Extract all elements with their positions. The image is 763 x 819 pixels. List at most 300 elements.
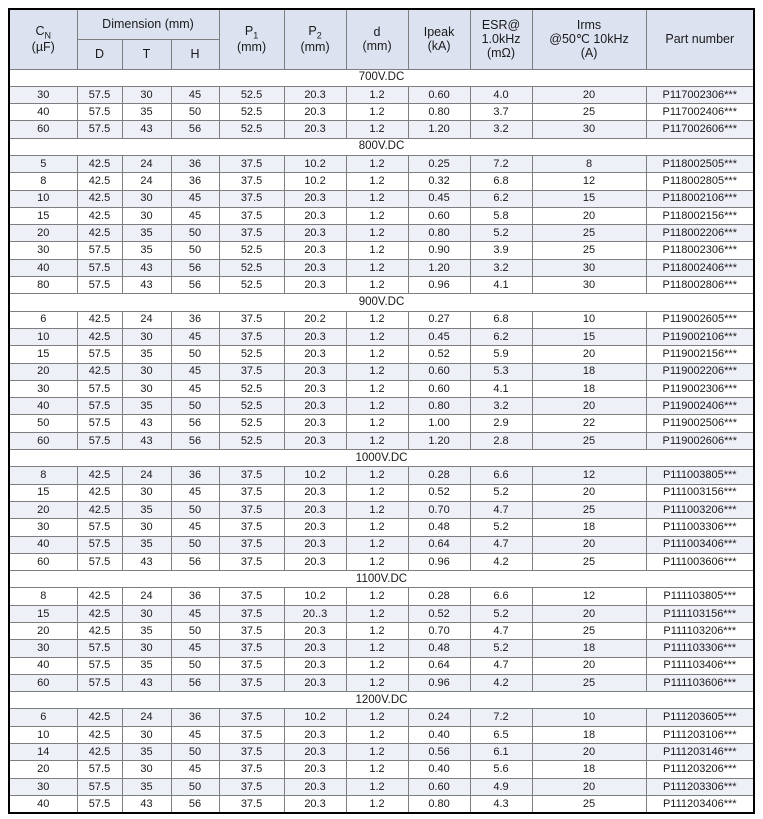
table-cell: 20.3 (284, 761, 346, 778)
table-cell: 30 (122, 363, 171, 380)
table-cell: 5.2 (470, 225, 532, 242)
col-header-p1 (219, 9, 284, 69)
table-cell: 1.2 (346, 328, 408, 345)
table-cell: 40 (9, 104, 77, 121)
table-cell: 20 (532, 484, 646, 501)
p1-unit: (mm) (236, 40, 267, 55)
table-cell: 20.3 (284, 744, 346, 761)
table-cell: 1.2 (346, 536, 408, 553)
table-cell: 5.2 (470, 519, 532, 536)
table-cell: 37.5 (219, 207, 284, 224)
table-cell: 0.56 (408, 744, 470, 761)
table-row (9, 104, 754, 121)
table-cell: 0.24 (408, 709, 470, 726)
table-cell: 5 (9, 155, 77, 172)
table-cell: 8 (532, 155, 646, 172)
table-cell: 0.90 (408, 242, 470, 259)
table-cell: 45 (171, 380, 219, 397)
table-cell: 30 (122, 761, 171, 778)
table-cell: 45 (171, 328, 219, 345)
table-cell: 12 (532, 173, 646, 190)
table-cell: 18 (532, 726, 646, 743)
table-cell: 1.2 (346, 398, 408, 415)
table-cell: 20..3 (284, 605, 346, 622)
table-cell: P111103156*** (646, 605, 754, 622)
table-cell: 60 (9, 121, 77, 138)
table-cell: 1.2 (346, 104, 408, 121)
table-row (9, 432, 754, 449)
table-cell: 40 (9, 398, 77, 415)
table-body (9, 69, 754, 813)
table-cell: 57.5 (77, 398, 122, 415)
table-cell: 4.7 (470, 657, 532, 674)
table-cell: 1.2 (346, 726, 408, 743)
table-cell: 20.3 (284, 121, 346, 138)
table-cell: 50 (171, 744, 219, 761)
table-cell: 25 (532, 432, 646, 449)
table-row (9, 674, 754, 691)
table-cell: 52.5 (219, 259, 284, 276)
table-cell: 10 (532, 311, 646, 328)
table-cell: 20.3 (284, 259, 346, 276)
table-cell: 25 (532, 674, 646, 691)
section-title-row (9, 294, 754, 311)
table-cell: 30 (9, 778, 77, 795)
table-cell: P118002505*** (646, 155, 754, 172)
table-cell: 57.5 (77, 104, 122, 121)
esr-line1: ESR@ (481, 17, 521, 32)
table-cell: 4.1 (470, 277, 532, 294)
table-row (9, 380, 754, 397)
table-cell: 15 (532, 328, 646, 345)
table-cell: 0.80 (408, 398, 470, 415)
table-cell: 24 (122, 173, 171, 190)
table-cell: 20.3 (284, 363, 346, 380)
esr-line3: (mΩ) (486, 46, 516, 61)
table-cell: 1.2 (346, 657, 408, 674)
table-cell: 52.5 (219, 86, 284, 103)
table-cell: 37.5 (219, 553, 284, 570)
table-cell: 15 (9, 207, 77, 224)
table-cell: 1.2 (346, 623, 408, 640)
d-unit: (mm) (362, 39, 392, 54)
col-header-cn (9, 9, 77, 69)
table-cell: 24 (122, 467, 171, 484)
table-cell: 57.5 (77, 778, 122, 795)
table-cell: 6.5 (470, 726, 532, 743)
table-cell: 50 (171, 501, 219, 518)
table-cell: 42.5 (77, 588, 122, 605)
table-cell: 20.3 (284, 519, 346, 536)
table-cell: 45 (171, 605, 219, 622)
table-cell: 37.5 (219, 501, 284, 518)
table-cell: P119002606*** (646, 432, 754, 449)
table-cell: 43 (122, 674, 171, 691)
table-cell: 0.60 (408, 86, 470, 103)
table-cell: 42.5 (77, 709, 122, 726)
table-cell: P119002306*** (646, 380, 754, 397)
irms-line2: @50℃ 10kHz (549, 32, 629, 47)
table-cell: 1.2 (346, 121, 408, 138)
table-row (9, 173, 754, 190)
table-cell: 45 (171, 726, 219, 743)
table-cell: 15 (532, 190, 646, 207)
table-cell: 20.3 (284, 501, 346, 518)
table-cell: 56 (171, 553, 219, 570)
table-cell: 45 (171, 363, 219, 380)
table-cell: 35 (122, 346, 171, 363)
table-cell: 20.2 (284, 311, 346, 328)
table-cell: 20.3 (284, 674, 346, 691)
table-cell: 24 (122, 588, 171, 605)
table-cell: 30 (122, 726, 171, 743)
table-row (9, 277, 754, 294)
table-cell: 30 (122, 519, 171, 536)
header-row-1 (9, 9, 754, 39)
table-cell: 43 (122, 415, 171, 432)
table-cell: 8 (9, 467, 77, 484)
table-cell: 20.3 (284, 225, 346, 242)
table-cell: 50 (171, 346, 219, 363)
p1-base: P (244, 23, 254, 38)
table-cell: 57.5 (77, 277, 122, 294)
table-cell: 30 (532, 277, 646, 294)
table-cell: 52.5 (219, 432, 284, 449)
table-cell: 0.80 (408, 225, 470, 242)
table-cell: 20.3 (284, 795, 346, 812)
section-title: 1000V.DC (9, 450, 754, 467)
table-cell: 18 (532, 519, 646, 536)
table-cell: 20.3 (284, 398, 346, 415)
table-cell: 0.60 (408, 380, 470, 397)
table-cell: 22 (532, 415, 646, 432)
table-cell: 6.8 (470, 173, 532, 190)
table-cell: 42.5 (77, 363, 122, 380)
section-title: 1200V.DC (9, 692, 754, 709)
table-cell: 3.2 (470, 398, 532, 415)
table-cell: 7.2 (470, 155, 532, 172)
table-cell: 56 (171, 259, 219, 276)
col-header-dimension: Dimension (mm) (77, 9, 219, 39)
table-cell: 1.2 (346, 761, 408, 778)
table-cell: 30 (122, 484, 171, 501)
table-cell: 0.96 (408, 553, 470, 570)
table-cell: 1.2 (346, 242, 408, 259)
table-cell: 1.2 (346, 501, 408, 518)
table-row (9, 553, 754, 570)
table-cell: 40 (9, 657, 77, 674)
table-cell: 1.2 (346, 415, 408, 432)
table-cell: 80 (9, 277, 77, 294)
table-cell: 1.2 (346, 553, 408, 570)
table-cell: 0.45 (408, 190, 470, 207)
table-cell: 42.5 (77, 328, 122, 345)
table-cell: 4.7 (470, 536, 532, 553)
table-row (9, 536, 754, 553)
table-cell: 0.40 (408, 726, 470, 743)
section-title: 1100V.DC (9, 571, 754, 588)
table-cell: 12 (532, 467, 646, 484)
table-cell: 45 (171, 761, 219, 778)
table-cell: 30 (9, 242, 77, 259)
table-row (9, 501, 754, 518)
table-cell: 37.5 (219, 726, 284, 743)
table-cell: 20 (9, 501, 77, 518)
table-cell: 52.5 (219, 380, 284, 397)
table-cell: 37.5 (219, 190, 284, 207)
table-cell: 10 (9, 190, 77, 207)
table-cell: 57.5 (77, 553, 122, 570)
table-cell: 15 (9, 605, 77, 622)
section-title: 800V.DC (9, 138, 754, 155)
table-cell: 37.5 (219, 467, 284, 484)
table-cell: 20.3 (284, 86, 346, 103)
table-cell: 35 (122, 225, 171, 242)
table-cell: 1.2 (346, 173, 408, 190)
table-cell: 25 (532, 795, 646, 812)
table-cell: 37.5 (219, 640, 284, 657)
table-cell: 36 (171, 173, 219, 190)
table-cell: 10.2 (284, 467, 346, 484)
table-cell: 10 (532, 709, 646, 726)
table-cell: 57.5 (77, 121, 122, 138)
table-cell: 50 (171, 104, 219, 121)
table-cell: P118002406*** (646, 259, 754, 276)
table-cell: 0.48 (408, 519, 470, 536)
table-cell: 36 (171, 588, 219, 605)
table-cell: P119002156*** (646, 346, 754, 363)
table-cell: 37.5 (219, 225, 284, 242)
table-cell: 36 (171, 155, 219, 172)
table-cell: P111103805*** (646, 588, 754, 605)
table-row (9, 657, 754, 674)
table-cell: 20.3 (284, 346, 346, 363)
table-cell: 60 (9, 432, 77, 449)
table-cell: 8 (9, 173, 77, 190)
table-cell: 5.2 (470, 640, 532, 657)
table-cell: 20.3 (284, 190, 346, 207)
table-cell: 1.2 (346, 225, 408, 242)
irms-line1: Irms (576, 17, 602, 32)
table-cell: 1.20 (408, 121, 470, 138)
table-cell: 52.5 (219, 242, 284, 259)
table-cell: 1.2 (346, 259, 408, 276)
table-cell: P111203605*** (646, 709, 754, 726)
table-cell: 56 (171, 674, 219, 691)
table-cell: 35 (122, 536, 171, 553)
table-cell: 37.5 (219, 519, 284, 536)
table-cell: 35 (122, 623, 171, 640)
table-cell: 36 (171, 311, 219, 328)
table-cell: 50 (9, 415, 77, 432)
table-cell: 50 (171, 623, 219, 640)
table-cell: 42.5 (77, 155, 122, 172)
section-title: 900V.DC (9, 294, 754, 311)
table-cell: 37.5 (219, 623, 284, 640)
col-header-d (346, 9, 408, 69)
table-cell: 50 (171, 536, 219, 553)
table-cell: 0.40 (408, 761, 470, 778)
table-cell: 50 (171, 657, 219, 674)
table-cell: P111203146*** (646, 744, 754, 761)
table-cell: P118002306*** (646, 242, 754, 259)
table-cell: 56 (171, 415, 219, 432)
table-cell: 0.64 (408, 536, 470, 553)
table-cell: 3.2 (470, 259, 532, 276)
table-row (9, 623, 754, 640)
table-cell: 45 (171, 640, 219, 657)
table-cell: 4.1 (470, 380, 532, 397)
table-cell: 37.5 (219, 536, 284, 553)
table-cell: 1.2 (346, 190, 408, 207)
table-header (9, 9, 754, 69)
table-cell: 4.9 (470, 778, 532, 795)
table-cell: 5.3 (470, 363, 532, 380)
table-cell: 0.32 (408, 173, 470, 190)
table-cell: 57.5 (77, 657, 122, 674)
table-cell: 42.5 (77, 467, 122, 484)
table-cell: 57.5 (77, 519, 122, 536)
table-cell: 45 (171, 207, 219, 224)
table-cell: P111003206*** (646, 501, 754, 518)
table-cell: 30 (122, 190, 171, 207)
table-row (9, 778, 754, 795)
table-cell: 37.5 (219, 778, 284, 795)
table-cell: 25 (532, 104, 646, 121)
section-title-row (9, 692, 754, 709)
table-cell: 30 (532, 121, 646, 138)
table-cell: 57.5 (77, 640, 122, 657)
table-cell: 20 (532, 346, 646, 363)
table-cell: 20 (9, 225, 77, 242)
section-title: 700V.DC (9, 69, 754, 86)
table-cell: 30 (9, 380, 77, 397)
table-row (9, 415, 754, 432)
table-row (9, 225, 754, 242)
p1-subscript: 1 (253, 30, 259, 41)
table-cell: 56 (171, 277, 219, 294)
table-cell: 45 (171, 86, 219, 103)
table-cell: 52.5 (219, 398, 284, 415)
table-cell: 20 (532, 207, 646, 224)
table-cell: 25 (532, 553, 646, 570)
table-cell: 30 (532, 259, 646, 276)
table-cell: 50 (171, 778, 219, 795)
table-cell: P118002805*** (646, 173, 754, 190)
table-cell: P111003606*** (646, 553, 754, 570)
table-cell: 57.5 (77, 536, 122, 553)
table-cell: 30 (9, 86, 77, 103)
table-cell: 20.3 (284, 104, 346, 121)
table-cell: 50 (171, 242, 219, 259)
table-cell: 37.5 (219, 795, 284, 812)
table-row (9, 761, 754, 778)
table-cell: 56 (171, 432, 219, 449)
table-cell: P111003156*** (646, 484, 754, 501)
table-cell: 15 (9, 346, 77, 363)
table-cell: 20.3 (284, 277, 346, 294)
table-cell: 36 (171, 709, 219, 726)
table-cell: 1.2 (346, 155, 408, 172)
table-cell: 8 (9, 588, 77, 605)
cn-subscript: N (44, 30, 52, 41)
table-cell: 1.2 (346, 380, 408, 397)
table-cell: 35 (122, 398, 171, 415)
col-header-dim-t: T (122, 39, 171, 69)
table-cell: 10 (9, 328, 77, 345)
table-cell: 57.5 (77, 761, 122, 778)
table-cell: 35 (122, 104, 171, 121)
table-cell: 20.3 (284, 484, 346, 501)
table-cell: 40 (9, 795, 77, 812)
table-cell: 5.2 (470, 484, 532, 501)
table-cell: 0.64 (408, 657, 470, 674)
table-row (9, 726, 754, 743)
table-cell: P118002806*** (646, 277, 754, 294)
table-cell: 37.5 (219, 588, 284, 605)
table-cell: 1.2 (346, 467, 408, 484)
table-cell: 0.60 (408, 207, 470, 224)
table-cell: 18 (532, 640, 646, 657)
table-cell: 0.80 (408, 795, 470, 812)
table-cell: 0.52 (408, 605, 470, 622)
table-cell: P111103306*** (646, 640, 754, 657)
table-cell: 42.5 (77, 501, 122, 518)
table-cell: P119002206*** (646, 363, 754, 380)
table-cell: 20 (532, 536, 646, 553)
table-cell: P111103406*** (646, 657, 754, 674)
table-row (9, 398, 754, 415)
table-row (9, 155, 754, 172)
table-cell: 42.5 (77, 744, 122, 761)
table-cell: P119002506*** (646, 415, 754, 432)
table-cell: 42.5 (77, 190, 122, 207)
table-cell: P111003306*** (646, 519, 754, 536)
table-cell: 1.2 (346, 778, 408, 795)
table-cell: 43 (122, 553, 171, 570)
table-row (9, 519, 754, 536)
table-cell: 6.6 (470, 588, 532, 605)
table-cell: 42.5 (77, 207, 122, 224)
table-cell: 20 (532, 657, 646, 674)
table-cell: 10.2 (284, 155, 346, 172)
table-cell: 37.5 (219, 709, 284, 726)
table-cell: P111203106*** (646, 726, 754, 743)
section-title-row (9, 138, 754, 155)
table-cell: 4.7 (470, 623, 532, 640)
table-cell: 30 (122, 640, 171, 657)
table-cell: 20 (9, 761, 77, 778)
table-cell: 36 (171, 467, 219, 484)
table-cell: 6 (9, 709, 77, 726)
table-cell: 7.2 (470, 709, 532, 726)
col-header-irms (532, 9, 646, 69)
table-cell: 1.20 (408, 432, 470, 449)
table-cell: 10.2 (284, 709, 346, 726)
table-cell: 10.2 (284, 173, 346, 190)
table-cell: 20.3 (284, 242, 346, 259)
ipeak-unit: (kA) (427, 39, 451, 54)
table-cell: 1.2 (346, 674, 408, 691)
col-header-p2 (284, 9, 346, 69)
table-cell: 35 (122, 242, 171, 259)
table-cell: 6.2 (470, 190, 532, 207)
table-row (9, 605, 754, 622)
table-cell: 42.5 (77, 225, 122, 242)
table-cell: 20.3 (284, 432, 346, 449)
table-cell: 57.5 (77, 259, 122, 276)
table-cell: 1.2 (346, 744, 408, 761)
